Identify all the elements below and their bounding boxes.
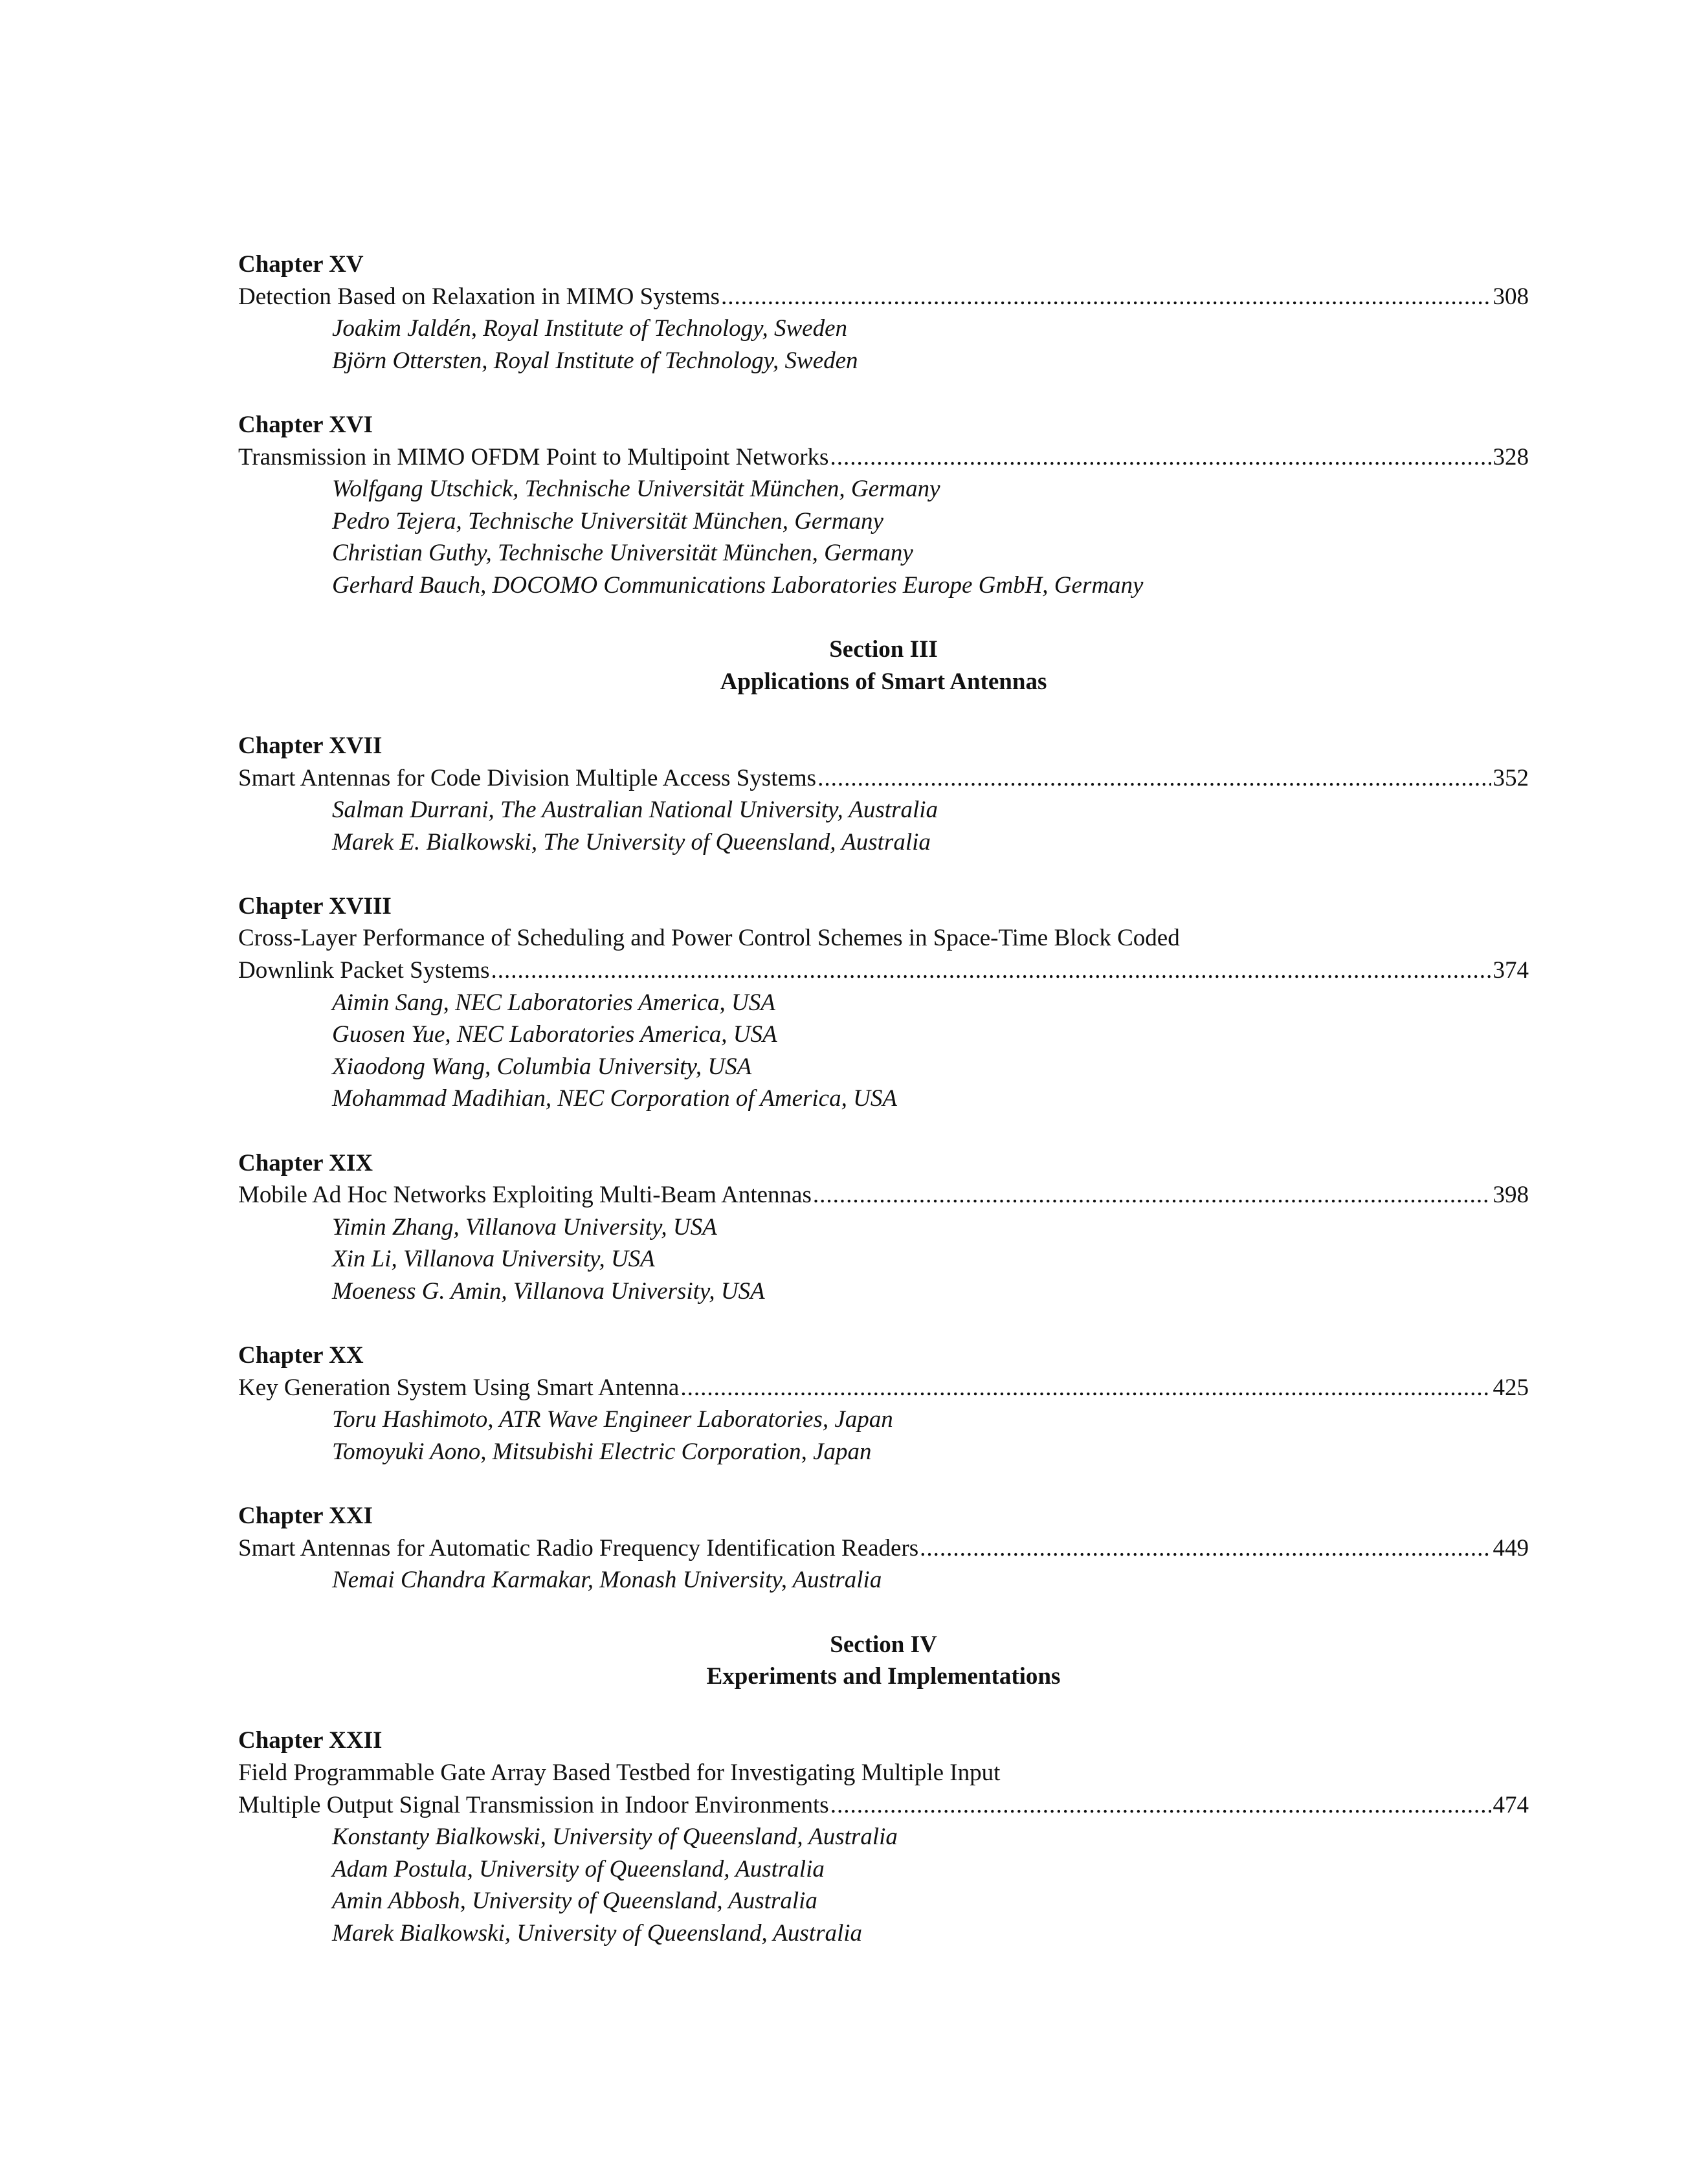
chapter-entry-xxi [238, 1500, 1529, 1596]
chapter-label: Chapter XVI [238, 411, 373, 438]
section-title: Experiments and Implementations [706, 1663, 1061, 1690]
chapter-label: Chapter XV [238, 251, 364, 278]
chapter-title: Downlink Packet Systems [238, 957, 490, 984]
author-affiliation: Toru Hashimoto, ATR Wave Engineer Laboratories, Japan [332, 1406, 893, 1433]
author-affiliation: Xiaodong Wang, Columbia University, USA [332, 1053, 752, 1080]
dot-leader [680, 1372, 1491, 1404]
chapter-entry-xv [238, 248, 1529, 377]
section-label: Section III [829, 636, 938, 663]
page-number: 398 [1493, 1182, 1529, 1209]
author-affiliation: Pedro Tejera, Technische Universität München, Germany [332, 507, 883, 535]
author-affiliation: Nemai Chandra Karmakar, Monash University, Australia [332, 1567, 882, 1594]
chapter-title-row [238, 954, 1529, 987]
chapter-label: Chapter XXII [238, 1727, 383, 1754]
author-affiliation: Xin Li, Villanova University, USA [332, 1246, 655, 1273]
chapter-entry-xix [238, 1147, 1529, 1308]
section-label: Section IV [830, 1631, 937, 1658]
table-of-contents [238, 248, 1529, 1981]
author-affiliation: Gerhard Bauch, DOCOMO Communications Laboratories Europe GmbH, Germany [332, 571, 1144, 599]
chapter-title-row [238, 1532, 1529, 1565]
author-affiliation: Mohammad Madihian, NEC Corporation of America, USA [332, 1085, 897, 1112]
dot-leader [721, 281, 1491, 313]
chapter-title-row [238, 762, 1529, 795]
author-affiliation: Guosen Yue, NEC Laboratories America, USA [332, 1021, 777, 1048]
dot-leader [830, 1789, 1491, 1822]
chapter-title: Smart Antennas for Automatic Radio Frequency Identification Readers [238, 1534, 919, 1561]
page-number: 425 [1493, 1374, 1529, 1401]
dot-leader [920, 1532, 1491, 1565]
author-affiliation: Marek Bialkowski, University of Queensland, Australia [332, 1919, 863, 1947]
chapter-title: Key Generation System Using Smart Antenna [238, 1374, 680, 1401]
author-affiliation: Moeness G. Amin, Villanova University, USA [332, 1278, 765, 1305]
chapter-title-row [238, 1789, 1529, 1822]
chapter-title-row [238, 281, 1529, 313]
author-affiliation: Joakim Jaldén, Royal Institute of Technology, Sweden [332, 315, 848, 342]
chapter-entry-xviii [238, 890, 1529, 1115]
author-affiliation: Björn Ottersten, Royal Institute of Technology, Sweden [332, 347, 858, 374]
author-affiliation: Adam Postula, University of Queensland, Australia [332, 1855, 825, 1882]
page-number: 328 [1493, 443, 1529, 470]
chapter-entry-xvii [238, 730, 1529, 858]
chapter-label: Chapter XVIII [238, 892, 392, 920]
dot-leader [830, 441, 1491, 474]
chapter-title-row [238, 1372, 1529, 1404]
dot-leader [491, 954, 1491, 987]
author-affiliation: Yimin Zhang, Villanova University, USA [332, 1213, 717, 1241]
page-number: 374 [1493, 957, 1529, 984]
chapter-entry-xxii [238, 1725, 1529, 1949]
page-number: 474 [1493, 1791, 1529, 1818]
chapter-title: Multiple Output Signal Transmission in Indoor Environments [238, 1791, 829, 1818]
chapter-title: Mobile Ad Hoc Networks Exploiting Multi-Beam Antennas [238, 1182, 812, 1209]
chapter-title-line: Field Programmable Gate Array Based Testbed for Investigating Multiple Input [238, 1759, 1001, 1786]
section-heading-section-iv [238, 1629, 1529, 1693]
chapter-title-row [238, 441, 1529, 474]
page-number: 352 [1493, 764, 1529, 791]
author-affiliation: Salman Durrani, The Australian National University, Australia [332, 797, 938, 824]
author-affiliation: Marek E. Bialkowski, The University of Queensland, Australia [332, 828, 931, 855]
author-affiliation: Wolfgang Utschick, Technische Universität München, Germany [332, 476, 940, 503]
author-affiliation: Amin Abbosh, University of Queensland, Australia [332, 1888, 817, 1915]
page-number: 308 [1493, 283, 1529, 310]
author-affiliation: Aimin Sang, NEC Laboratories America, USA [332, 989, 775, 1016]
author-affiliation: Tomoyuki Aono, Mitsubishi Electric Corporation, Japan [332, 1438, 872, 1465]
chapter-title: Detection Based on Relaxation in MIMO Systems [238, 283, 720, 310]
chapter-label: Chapter XIX [238, 1149, 373, 1176]
chapter-title: Transmission in MIMO OFDM Point to Multipoint Networks [238, 443, 829, 470]
chapter-label: Chapter XVII [238, 732, 383, 759]
author-affiliation: Konstanty Bialkowski, University of Queensland, Australia [332, 1824, 898, 1851]
chapter-entry-xx [238, 1340, 1529, 1468]
chapter-title-row [238, 1179, 1529, 1211]
page-number: 449 [1493, 1534, 1529, 1561]
chapter-title: Smart Antennas for Code Division Multiple Access Systems [238, 764, 817, 791]
chapter-title-line: Cross-Layer Performance of Scheduling and Power Control Schemes in Space-Time Block Coded [238, 925, 1180, 952]
dot-leader [817, 762, 1491, 795]
dot-leader [813, 1179, 1491, 1211]
chapter-label: Chapter XX [238, 1342, 364, 1369]
section-heading-section-iii [238, 634, 1529, 698]
chapter-label: Chapter XXI [238, 1503, 373, 1530]
section-title: Applications of Smart Antennas [720, 668, 1047, 695]
author-affiliation: Christian Guthy, Technische Universität München, Germany [332, 540, 913, 567]
chapter-entry-xvi [238, 409, 1529, 602]
